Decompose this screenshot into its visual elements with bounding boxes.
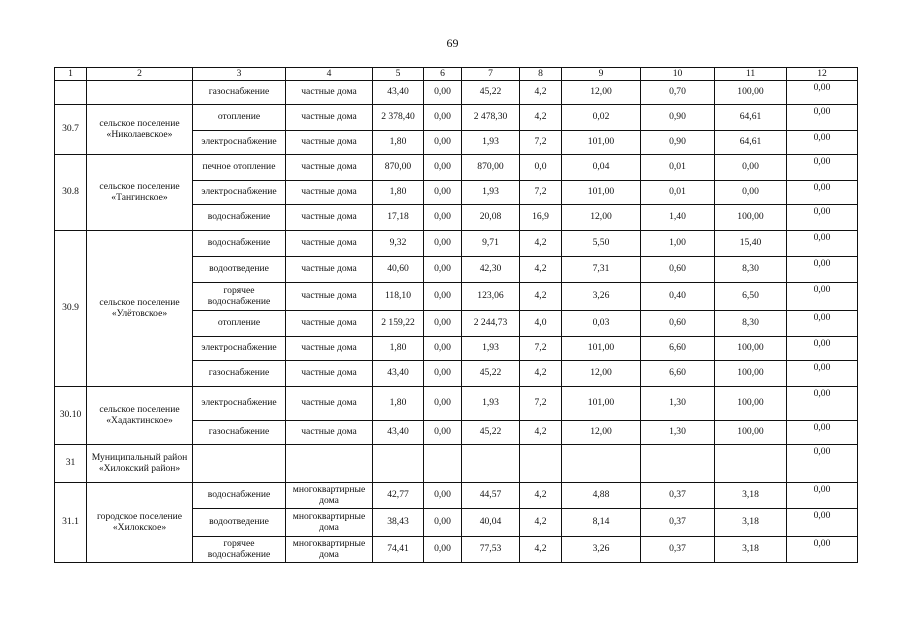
value-cell: 1,80 xyxy=(373,131,424,155)
header-cell: 6 xyxy=(424,68,462,81)
value-cell: 870,00 xyxy=(373,155,424,181)
value-cell: 9,71 xyxy=(462,231,520,257)
value-cell: 0,00 xyxy=(787,155,858,181)
value-cell: 38,43 xyxy=(373,509,424,537)
value-cell: 118,10 xyxy=(373,283,424,311)
value-cell: 0,00 xyxy=(787,311,858,337)
value-cell: 2 378,40 xyxy=(373,105,424,131)
value-cell: 0,00 xyxy=(787,205,858,231)
table-row xyxy=(55,231,858,257)
value-cell: 0,00 xyxy=(787,81,858,105)
value-cell: 12,00 xyxy=(562,205,641,231)
housing-type-cell: частные дома xyxy=(286,81,373,105)
value-cell: 4,2 xyxy=(520,483,562,509)
value-cell: 0,00 xyxy=(787,105,858,131)
value-cell: 4,2 xyxy=(520,81,562,105)
value-cell: 9,32 xyxy=(373,231,424,257)
value-cell: 0,02 xyxy=(562,105,641,131)
value-cell: 42,77 xyxy=(373,483,424,509)
service-cell: газоснабжение xyxy=(193,81,286,105)
service-cell: водоснабжение xyxy=(193,483,286,509)
table-row xyxy=(55,155,858,181)
value-cell xyxy=(520,445,562,483)
value-cell: 3,18 xyxy=(715,509,787,537)
value-cell: 0,00 xyxy=(424,311,462,337)
value-cell: 0,00 xyxy=(424,81,462,105)
housing-type-cell: многоквартирные дома xyxy=(286,509,373,537)
service-cell: горячее водоснабжение xyxy=(193,537,286,563)
header-row xyxy=(55,68,858,81)
settlement-cell: сельское поселение «Тангинское» xyxy=(87,155,193,231)
value-cell: 1,80 xyxy=(373,337,424,361)
service-cell: горячее водоснабжение xyxy=(193,283,286,311)
value-cell: 101,00 xyxy=(562,387,641,421)
service-cell: газоснабжение xyxy=(193,361,286,387)
header-cell: 10 xyxy=(641,68,715,81)
value-cell: 0,70 xyxy=(641,81,715,105)
value-cell: 0,00 xyxy=(424,205,462,231)
value-cell: 0,03 xyxy=(562,311,641,337)
service-cell: водоснабжение xyxy=(193,231,286,257)
value-cell: 45,22 xyxy=(462,421,520,445)
value-cell: 0,37 xyxy=(641,483,715,509)
value-cell: 870,00 xyxy=(462,155,520,181)
value-cell: 0,01 xyxy=(641,155,715,181)
value-cell: 0,90 xyxy=(641,131,715,155)
value-cell: 0,01 xyxy=(641,181,715,205)
value-cell: 0,00 xyxy=(424,421,462,445)
header-cell: 12 xyxy=(787,68,858,81)
value-cell: 0,00 xyxy=(787,483,858,509)
value-cell: 0,00 xyxy=(424,257,462,283)
value-cell: 2 244,73 xyxy=(462,311,520,337)
value-cell: 0,00 xyxy=(424,537,462,563)
value-cell: 0,00 xyxy=(715,155,787,181)
value-cell: 101,00 xyxy=(562,131,641,155)
value-cell: 7,2 xyxy=(520,181,562,205)
value-cell: 0,00 xyxy=(424,131,462,155)
value-cell: 100,00 xyxy=(715,421,787,445)
page-number: 69 xyxy=(446,36,459,50)
header-cell: 11 xyxy=(715,68,787,81)
housing-type-cell: частные дома xyxy=(286,231,373,257)
value-cell: 0,00 xyxy=(424,483,462,509)
value-cell: 0,00 xyxy=(424,155,462,181)
housing-type-cell: частные дома xyxy=(286,421,373,445)
housing-type-cell xyxy=(286,445,373,483)
value-cell: 0,00 xyxy=(787,131,858,155)
value-cell: 0,00 xyxy=(787,231,858,257)
value-cell: 4,2 xyxy=(520,361,562,387)
value-cell: 0,37 xyxy=(641,537,715,563)
header-cell: 2 xyxy=(87,68,193,81)
value-cell: 4,2 xyxy=(520,283,562,311)
service-cell: электроснабжение xyxy=(193,131,286,155)
value-cell: 0,90 xyxy=(641,105,715,131)
value-cell: 0,60 xyxy=(641,311,715,337)
housing-type-cell: многоквартирные дома xyxy=(286,483,373,509)
header-cell: 4 xyxy=(286,68,373,81)
value-cell: 0,00 xyxy=(787,537,858,563)
service-cell: печное отопление xyxy=(193,155,286,181)
value-cell: 1,93 xyxy=(462,337,520,361)
service-cell: электроснабжение xyxy=(193,337,286,361)
value-cell: 7,2 xyxy=(520,337,562,361)
value-cell: 6,50 xyxy=(715,283,787,311)
housing-type-cell: частные дома xyxy=(286,337,373,361)
value-cell: 1,40 xyxy=(641,205,715,231)
settlement-cell: сельское поселение «Николаевское» xyxy=(87,105,193,155)
table-row xyxy=(55,483,858,509)
value-cell: 100,00 xyxy=(715,361,787,387)
tariff-table xyxy=(54,67,858,563)
service-cell: газоснабжение xyxy=(193,421,286,445)
value-cell: 42,30 xyxy=(462,257,520,283)
value-cell: 15,40 xyxy=(715,231,787,257)
value-cell: 123,06 xyxy=(462,283,520,311)
value-cell: 0,00 xyxy=(424,337,462,361)
value-cell: 8,14 xyxy=(562,509,641,537)
housing-type-cell: частные дома xyxy=(286,131,373,155)
value-cell: 3,26 xyxy=(562,283,641,311)
value-cell xyxy=(641,445,715,483)
housing-type-cell: частные дома xyxy=(286,311,373,337)
value-cell: 64,61 xyxy=(715,131,787,155)
value-cell: 7,31 xyxy=(562,257,641,283)
table-row xyxy=(55,445,858,483)
value-cell: 2 159,22 xyxy=(373,311,424,337)
table-row xyxy=(55,81,858,105)
value-cell: 5,50 xyxy=(562,231,641,257)
value-cell: 2 478,30 xyxy=(462,105,520,131)
value-cell: 3,26 xyxy=(562,537,641,563)
value-cell: 43,40 xyxy=(373,361,424,387)
value-cell: 100,00 xyxy=(715,81,787,105)
value-cell: 4,0 xyxy=(520,311,562,337)
item-number-cell: 31 xyxy=(55,445,87,483)
value-cell: 0,00 xyxy=(424,509,462,537)
housing-type-cell: частные дома xyxy=(286,361,373,387)
value-cell: 100,00 xyxy=(715,205,787,231)
value-cell: 1,93 xyxy=(462,181,520,205)
value-cell xyxy=(562,445,641,483)
value-cell: 101,00 xyxy=(562,181,641,205)
service-cell: водоснабжение xyxy=(193,205,286,231)
value-cell: 64,61 xyxy=(715,105,787,131)
value-cell: 101,00 xyxy=(562,337,641,361)
value-cell: 6,60 xyxy=(641,337,715,361)
value-cell: 43,40 xyxy=(373,81,424,105)
value-cell: 100,00 xyxy=(715,337,787,361)
housing-type-cell: частные дома xyxy=(286,181,373,205)
service-cell: электроснабжение xyxy=(193,181,286,205)
value-cell: 0,37 xyxy=(641,509,715,537)
value-cell: 12,00 xyxy=(562,361,641,387)
value-cell: 44,57 xyxy=(462,483,520,509)
value-cell: 0,00 xyxy=(787,181,858,205)
value-cell: 0,00 xyxy=(787,509,858,537)
value-cell: 0,00 xyxy=(424,231,462,257)
service-cell: отопление xyxy=(193,105,286,131)
item-number-cell: 30.8 xyxy=(55,155,87,231)
housing-type-cell: частные дома xyxy=(286,387,373,421)
value-cell: 4,2 xyxy=(520,231,562,257)
value-cell: 0,00 xyxy=(787,361,858,387)
value-cell: 40,04 xyxy=(462,509,520,537)
value-cell: 0,00 xyxy=(424,361,462,387)
header-cell: 1 xyxy=(55,68,87,81)
value-cell xyxy=(373,445,424,483)
value-cell: 4,2 xyxy=(520,509,562,537)
service-cell: электроснабжение xyxy=(193,387,286,421)
value-cell: 0,40 xyxy=(641,283,715,311)
housing-type-cell: многоквартирные дома xyxy=(286,537,373,563)
value-cell: 0,00 xyxy=(715,181,787,205)
value-cell: 0,00 xyxy=(424,283,462,311)
value-cell: 1,93 xyxy=(462,131,520,155)
value-cell: 0,00 xyxy=(787,283,858,311)
value-cell xyxy=(462,445,520,483)
value-cell: 43,40 xyxy=(373,421,424,445)
value-cell: 0,00 xyxy=(787,387,858,421)
value-cell: 12,00 xyxy=(562,421,641,445)
value-cell: 45,22 xyxy=(462,361,520,387)
housing-type-cell: частные дома xyxy=(286,257,373,283)
housing-type-cell: частные дома xyxy=(286,283,373,311)
header-cell: 3 xyxy=(193,68,286,81)
header-cell: 9 xyxy=(562,68,641,81)
value-cell: 0,00 xyxy=(787,257,858,283)
value-cell: 0,00 xyxy=(787,337,858,361)
value-cell: 3,18 xyxy=(715,537,787,563)
value-cell xyxy=(424,445,462,483)
housing-type-cell: частные дома xyxy=(286,105,373,131)
value-cell: 8,30 xyxy=(715,257,787,283)
value-cell: 40,60 xyxy=(373,257,424,283)
settlement-cell xyxy=(87,81,193,105)
header-cell: 8 xyxy=(520,68,562,81)
value-cell: 0,00 xyxy=(424,105,462,131)
service-cell: отопление xyxy=(193,311,286,337)
value-cell: 45,22 xyxy=(462,81,520,105)
table-row xyxy=(55,387,858,421)
item-number-cell: 30.7 xyxy=(55,105,87,155)
settlement-cell: городское поселение «Хилокское» xyxy=(87,483,193,563)
value-cell: 20,08 xyxy=(462,205,520,231)
value-cell: 4,2 xyxy=(520,537,562,563)
value-cell: 1,30 xyxy=(641,387,715,421)
value-cell: 12,00 xyxy=(562,81,641,105)
housing-type-cell: частные дома xyxy=(286,155,373,181)
service-cell xyxy=(193,445,286,483)
item-number-cell: 31.1 xyxy=(55,483,87,563)
value-cell: 16,9 xyxy=(520,205,562,231)
value-cell: 17,18 xyxy=(373,205,424,231)
value-cell: 1,80 xyxy=(373,387,424,421)
value-cell: 6,60 xyxy=(641,361,715,387)
item-number-cell xyxy=(55,81,87,105)
value-cell: 4,2 xyxy=(520,421,562,445)
value-cell: 1,93 xyxy=(462,387,520,421)
value-cell: 77,53 xyxy=(462,537,520,563)
service-cell: водоотведение xyxy=(193,257,286,283)
value-cell: 0,00 xyxy=(424,181,462,205)
value-cell: 3,18 xyxy=(715,483,787,509)
value-cell: 4,2 xyxy=(520,257,562,283)
header-cell: 7 xyxy=(462,68,520,81)
value-cell: 1,30 xyxy=(641,421,715,445)
value-cell: 0,0 xyxy=(520,155,562,181)
settlement-cell: сельское поселение «Улётовское» xyxy=(87,231,193,387)
value-cell: 8,30 xyxy=(715,311,787,337)
housing-type-cell: частные дома xyxy=(286,205,373,231)
value-cell: 7,2 xyxy=(520,387,562,421)
settlement-cell: сельское поселение «Хадактинское» xyxy=(87,387,193,445)
item-number-cell: 30.9 xyxy=(55,231,87,387)
value-cell: 0,60 xyxy=(641,257,715,283)
value-cell: 0,04 xyxy=(562,155,641,181)
value-cell xyxy=(715,445,787,483)
value-cell: 4,88 xyxy=(562,483,641,509)
table-row xyxy=(55,105,858,131)
value-cell: 0,00 xyxy=(787,445,858,483)
value-cell: 7,2 xyxy=(520,131,562,155)
value-cell: 74,41 xyxy=(373,537,424,563)
item-number-cell: 30.10 xyxy=(55,387,87,445)
value-cell: 1,80 xyxy=(373,181,424,205)
value-cell: 0,00 xyxy=(424,387,462,421)
value-cell: 0,00 xyxy=(787,421,858,445)
service-cell: водоотведение xyxy=(193,509,286,537)
settlement-cell: Муниципальный район «Хилокский район» xyxy=(87,445,193,483)
value-cell: 4,2 xyxy=(520,105,562,131)
header-cell: 5 xyxy=(373,68,424,81)
value-cell: 1,00 xyxy=(641,231,715,257)
value-cell: 100,00 xyxy=(715,387,787,421)
